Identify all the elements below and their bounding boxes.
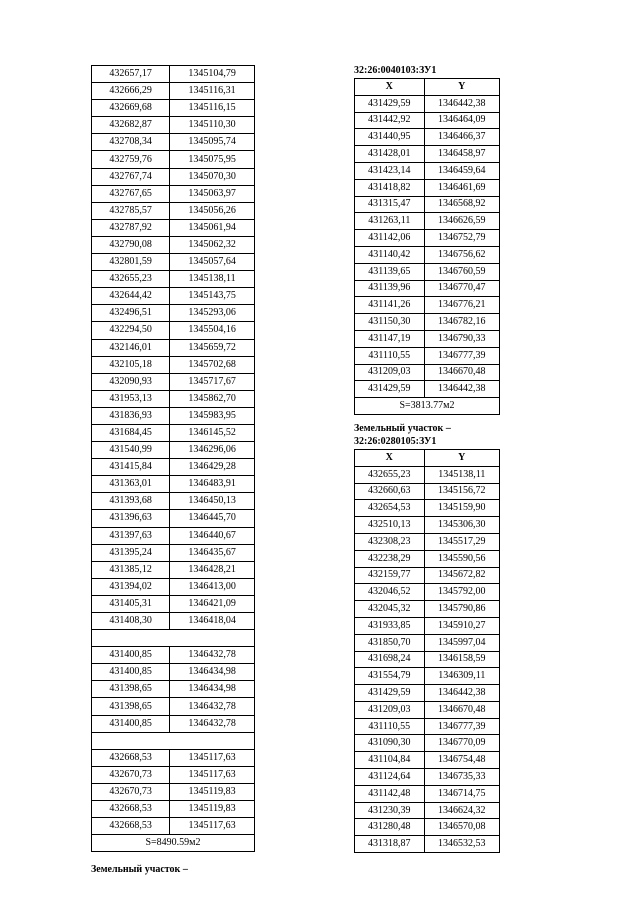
coord-x-cell: 432159,77 — [355, 567, 425, 584]
coord-x-cell: 431415,84 — [92, 459, 170, 476]
coord-y-cell: 1346442,38 — [424, 381, 499, 398]
coord-y-cell: 1345062,32 — [170, 236, 255, 253]
table-row — [355, 314, 500, 331]
coord-x-cell: 432759,76 — [92, 151, 170, 168]
coord-x-cell: 431429,59 — [355, 685, 425, 702]
coord-x-cell: 431139,96 — [355, 280, 425, 297]
table-row — [92, 185, 255, 202]
table-row — [355, 146, 500, 163]
coord-y-cell: 1346435,67 — [170, 544, 255, 561]
coord-y-cell: 1346624,32 — [424, 802, 499, 819]
coord-y-cell: 1346777,39 — [424, 347, 499, 364]
table-row — [355, 500, 500, 517]
coord-x-cell: 432308,23 — [355, 533, 425, 550]
table-row — [92, 613, 255, 630]
coord-y-cell: 1345517,29 — [424, 533, 499, 550]
coord-y-cell: 1345293,06 — [170, 305, 255, 322]
separator-cell — [92, 732, 255, 749]
coord-x-cell: 431140,42 — [355, 246, 425, 263]
table-row — [92, 544, 255, 561]
section2-rows — [355, 466, 500, 852]
left-rows — [92, 66, 255, 852]
coord-x-cell: 431400,85 — [92, 647, 170, 664]
table-row — [92, 202, 255, 219]
coord-y-cell: 1345063,97 — [170, 185, 255, 202]
table-row — [92, 749, 255, 766]
coord-x-cell: 432682,87 — [92, 117, 170, 134]
coord-y-cell: 1346782,16 — [424, 314, 499, 331]
coord-y-cell: 1345143,75 — [170, 288, 255, 305]
coord-x-cell: 431429,59 — [355, 95, 425, 112]
coord-y-cell: 1345056,26 — [170, 202, 255, 219]
coord-x-cell: 432046,52 — [355, 584, 425, 601]
coord-y-cell: 1345672,82 — [424, 567, 499, 584]
coord-x-cell: 432668,53 — [92, 749, 170, 766]
col-x-header: X — [355, 449, 425, 466]
coord-x-cell: 431397,63 — [92, 527, 170, 544]
coord-x-cell: 431405,31 — [92, 595, 170, 612]
table-row — [355, 364, 500, 381]
coord-y-cell: 1345138,11 — [424, 466, 499, 483]
table-row — [92, 407, 255, 424]
coord-x-cell: 431230,39 — [355, 802, 425, 819]
coord-x-cell: 432708,34 — [92, 134, 170, 151]
coord-x-cell: 431396,63 — [92, 510, 170, 527]
coord-y-cell: 1345119,83 — [170, 801, 255, 818]
coord-y-cell: 1346309,11 — [424, 668, 499, 685]
coord-y-cell: 1346459,64 — [424, 162, 499, 179]
table-row — [355, 517, 500, 534]
coord-x-cell: 431408,30 — [92, 613, 170, 630]
table-row — [355, 668, 500, 685]
right-column — [354, 65, 500, 853]
coord-y-cell: 1346458,97 — [424, 146, 499, 163]
coord-y-cell: 1346434,98 — [170, 681, 255, 698]
coord-y-cell: 1345717,67 — [170, 373, 255, 390]
table-row — [355, 685, 500, 702]
table-row — [92, 766, 255, 783]
separator-row — [92, 732, 255, 749]
table-row — [355, 381, 500, 398]
coord-x-cell: 431429,59 — [355, 381, 425, 398]
coord-x-cell: 432510,13 — [355, 517, 425, 534]
coord-y-cell: 1345104,79 — [170, 66, 255, 83]
coord-y-cell: 1346714,75 — [424, 785, 499, 802]
coord-x-cell: 431110,55 — [355, 718, 425, 735]
table-row — [92, 83, 255, 100]
coord-x-cell: 431315,47 — [355, 196, 425, 213]
coord-x-cell: 431209,03 — [355, 701, 425, 718]
coord-y-cell: 1345117,63 — [170, 749, 255, 766]
coord-x-cell: 432666,29 — [92, 83, 170, 100]
coord-y-cell: 1345116,15 — [170, 100, 255, 117]
coord-x-cell: 431442,92 — [355, 112, 425, 129]
table-row — [92, 339, 255, 356]
coord-y-cell: 1346754,48 — [424, 752, 499, 769]
table-row — [92, 424, 255, 441]
coord-x-cell: 431440,95 — [355, 129, 425, 146]
coord-y-cell: 1345790,86 — [424, 601, 499, 618]
coord-x-cell: 432785,57 — [92, 202, 170, 219]
coord-y-cell: 1345138,11 — [170, 271, 255, 288]
coord-y-cell: 1346752,79 — [424, 230, 499, 247]
coord-x-cell: 431393,68 — [92, 493, 170, 510]
coord-y-cell: 1345997,04 — [424, 634, 499, 651]
table-row — [92, 801, 255, 818]
table-row — [92, 681, 255, 698]
coord-y-cell: 1346532,53 — [424, 836, 499, 853]
coord-x-cell: 431395,24 — [92, 544, 170, 561]
table-row — [355, 347, 500, 364]
coord-x-cell: 431090,30 — [355, 735, 425, 752]
coord-y-cell: 1346770,09 — [424, 735, 499, 752]
table-row — [92, 168, 255, 185]
coord-y-cell: 1346432,78 — [170, 647, 255, 664]
table-row — [355, 718, 500, 735]
area-row — [355, 398, 500, 415]
table-row — [355, 129, 500, 146]
coord-x-cell: 431398,65 — [92, 681, 170, 698]
table-row — [355, 162, 500, 179]
coord-x-cell: 432644,42 — [92, 288, 170, 305]
table-row — [92, 578, 255, 595]
coord-x-cell: 431104,84 — [355, 752, 425, 769]
coord-x-cell: 431142,48 — [355, 785, 425, 802]
coord-y-cell: 1345095,74 — [170, 134, 255, 151]
table-row — [355, 550, 500, 567]
table-row — [92, 117, 255, 134]
coord-y-cell: 1345792,00 — [424, 584, 499, 601]
coord-y-cell: 1345504,16 — [170, 322, 255, 339]
table-row — [355, 584, 500, 601]
coord-y-cell: 1346756,62 — [424, 246, 499, 263]
coord-x-cell: 431394,02 — [92, 578, 170, 595]
coord-x-cell: 431280,48 — [355, 819, 425, 836]
coord-y-cell: 1346442,38 — [424, 95, 499, 112]
section1-rows — [355, 95, 500, 414]
coord-y-cell: 1346760,59 — [424, 263, 499, 280]
coord-x-cell: 431385,12 — [92, 561, 170, 578]
coord-x-cell: 431139,65 — [355, 263, 425, 280]
table-row — [92, 288, 255, 305]
coord-y-cell: 1346429,28 — [170, 459, 255, 476]
coord-x-cell: 431150,30 — [355, 314, 425, 331]
table-row — [92, 783, 255, 800]
coordinates-table-section2 — [354, 449, 500, 853]
coord-x-cell: 431400,85 — [92, 664, 170, 681]
section2-heading-line1: Земельный участок – — [354, 422, 451, 434]
coord-x-cell: 431933,85 — [355, 617, 425, 634]
table-row — [92, 271, 255, 288]
col-y-header: Y — [424, 449, 499, 466]
table-row — [92, 647, 255, 664]
coord-y-cell: 1346445,70 — [170, 510, 255, 527]
coord-x-cell: 432146,01 — [92, 339, 170, 356]
table-row — [355, 466, 500, 483]
coord-y-cell: 1346483,91 — [170, 476, 255, 493]
table-row — [355, 246, 500, 263]
table-row — [92, 459, 255, 476]
table-row — [355, 769, 500, 786]
table-row — [355, 752, 500, 769]
table-row — [355, 297, 500, 314]
table-row — [92, 527, 255, 544]
coord-x-cell: 432767,74 — [92, 168, 170, 185]
coord-x-cell: 431124,64 — [355, 769, 425, 786]
table-row — [355, 567, 500, 584]
coord-x-cell: 432670,73 — [92, 766, 170, 783]
coord-y-cell: 1345590,56 — [424, 550, 499, 567]
coord-y-cell: 1346790,33 — [424, 330, 499, 347]
coord-x-cell: 432801,59 — [92, 254, 170, 271]
table-row — [355, 802, 500, 819]
coord-x-cell: 432238,29 — [355, 550, 425, 567]
coord-y-cell: 1346670,48 — [424, 364, 499, 381]
coord-y-cell: 1345862,70 — [170, 390, 255, 407]
coord-x-cell: 431263,11 — [355, 213, 425, 230]
table-row — [355, 617, 500, 634]
coord-x-cell: 432496,51 — [92, 305, 170, 322]
coord-x-cell: 431423,14 — [355, 162, 425, 179]
table-row — [92, 715, 255, 732]
table-row — [92, 305, 255, 322]
section2-heading-line2: 32:26:0280105:ЗУ1 — [354, 435, 437, 447]
table-row — [355, 735, 500, 752]
coord-y-cell: 1346432,78 — [170, 715, 255, 732]
table-row — [355, 634, 500, 651]
table-row — [355, 601, 500, 618]
left-footer-heading: Земельный участок – — [91, 864, 188, 876]
table-row — [355, 836, 500, 853]
coord-y-cell: 1346421,09 — [170, 595, 255, 612]
table-row — [355, 651, 500, 668]
coord-y-cell: 1346418,04 — [170, 613, 255, 630]
coord-y-cell: 1346770,47 — [424, 280, 499, 297]
table-row — [92, 322, 255, 339]
coord-x-cell: 431398,65 — [92, 698, 170, 715]
coord-y-cell: 1346570,08 — [424, 819, 499, 836]
coord-x-cell: 431540,99 — [92, 442, 170, 459]
area-row — [92, 835, 255, 852]
coord-y-cell: 1346440,67 — [170, 527, 255, 544]
coord-x-cell: 432668,53 — [92, 818, 170, 835]
table-row — [355, 263, 500, 280]
coord-x-cell: 432045,32 — [355, 601, 425, 618]
coord-y-cell: 1345910,27 — [424, 617, 499, 634]
coord-y-cell: 1346466,37 — [424, 129, 499, 146]
table-row — [355, 112, 500, 129]
coord-x-cell: 432655,23 — [355, 466, 425, 483]
coord-x-cell: 431318,87 — [355, 836, 425, 853]
coord-y-cell: 1345159,90 — [424, 500, 499, 517]
coord-y-cell: 1345061,94 — [170, 219, 255, 236]
table-row — [92, 476, 255, 493]
coord-y-cell: 1345110,30 — [170, 117, 255, 134]
coord-x-cell: 431554,79 — [355, 668, 425, 685]
coord-x-cell: 431142,06 — [355, 230, 425, 247]
coord-x-cell: 431209,03 — [355, 364, 425, 381]
table-row — [92, 254, 255, 271]
table-row — [355, 230, 500, 247]
table-row — [92, 442, 255, 459]
table-row — [355, 213, 500, 230]
coord-y-cell: 1346777,39 — [424, 718, 499, 735]
coord-y-cell: 1345702,68 — [170, 356, 255, 373]
coord-y-cell: 1345057,64 — [170, 254, 255, 271]
coord-y-cell: 1346670,48 — [424, 701, 499, 718]
area-value: S=8490.59м2 — [92, 835, 255, 852]
table-row — [92, 356, 255, 373]
coord-x-cell: 432660,63 — [355, 483, 425, 500]
coord-y-cell: 1346450,13 — [170, 493, 255, 510]
table-row — [355, 483, 500, 500]
coord-x-cell: 432105,18 — [92, 356, 170, 373]
coordinates-table-left — [91, 65, 255, 852]
coord-x-cell: 432657,17 — [92, 66, 170, 83]
coord-y-cell: 1345119,83 — [170, 783, 255, 800]
coord-y-cell: 1345070,30 — [170, 168, 255, 185]
coord-y-cell: 1346568,92 — [424, 196, 499, 213]
coord-y-cell: 1345116,31 — [170, 83, 255, 100]
table-row — [92, 236, 255, 253]
coord-x-cell: 431684,45 — [92, 424, 170, 441]
coord-x-cell: 432090,93 — [92, 373, 170, 390]
table-row — [355, 533, 500, 550]
coord-x-cell: 432294,50 — [92, 322, 170, 339]
coord-x-cell: 432670,73 — [92, 783, 170, 800]
table-row — [92, 664, 255, 681]
coord-x-cell: 432790,08 — [92, 236, 170, 253]
coord-y-cell: 1346158,59 — [424, 651, 499, 668]
coord-x-cell: 431953,13 — [92, 390, 170, 407]
coord-y-cell: 1345306,30 — [424, 517, 499, 534]
table-row — [92, 493, 255, 510]
coord-y-cell: 1346413,00 — [170, 578, 255, 595]
coord-y-cell: 1346461,69 — [424, 179, 499, 196]
coord-x-cell: 432669,68 — [92, 100, 170, 117]
coord-y-cell: 1346776,21 — [424, 297, 499, 314]
coord-y-cell: 1346464,09 — [424, 112, 499, 129]
coord-y-cell: 1346432,78 — [170, 698, 255, 715]
section2 — [354, 423, 500, 853]
table-row — [355, 95, 500, 112]
coord-x-cell: 431836,93 — [92, 407, 170, 424]
table-row — [92, 66, 255, 83]
coordinates-table-section1 — [354, 78, 500, 415]
separator-row — [92, 630, 255, 647]
table-row — [92, 100, 255, 117]
coord-y-cell: 1346434,98 — [170, 664, 255, 681]
coord-x-cell: 431141,26 — [355, 297, 425, 314]
coord-y-cell: 1345983,95 — [170, 407, 255, 424]
coord-x-cell: 432787,92 — [92, 219, 170, 236]
separator-cell — [92, 630, 255, 647]
coord-x-cell: 431147,19 — [355, 330, 425, 347]
coord-x-cell: 432767,65 — [92, 185, 170, 202]
coord-y-cell: 1346626,59 — [424, 213, 499, 230]
coord-x-cell: 431400,85 — [92, 715, 170, 732]
table-row — [92, 151, 255, 168]
table-row — [355, 280, 500, 297]
coord-y-cell: 1345117,63 — [170, 818, 255, 835]
section1-heading: 32:26:0040103:ЗУ1 — [354, 65, 437, 76]
coord-x-cell: 431110,55 — [355, 347, 425, 364]
table-row — [92, 134, 255, 151]
coord-x-cell: 431698,24 — [355, 651, 425, 668]
table-header-row — [355, 79, 500, 96]
table-row — [92, 595, 255, 612]
coord-x-cell: 431428,01 — [355, 146, 425, 163]
table-row — [92, 561, 255, 578]
coord-y-cell: 1345075,95 — [170, 151, 255, 168]
coord-y-cell: 1346145,52 — [170, 424, 255, 441]
table-header-row — [355, 449, 500, 466]
coord-x-cell: 431850,70 — [355, 634, 425, 651]
table-row — [355, 330, 500, 347]
coord-x-cell: 432655,23 — [92, 271, 170, 288]
coord-y-cell: 1345156,72 — [424, 483, 499, 500]
table-row — [92, 698, 255, 715]
table-row — [355, 196, 500, 213]
coord-y-cell: 1346296,06 — [170, 442, 255, 459]
coord-y-cell: 1346735,33 — [424, 769, 499, 786]
table-row — [92, 219, 255, 236]
table-row — [92, 510, 255, 527]
col-x-header: X — [355, 79, 425, 96]
table-row — [355, 179, 500, 196]
area-value: S=3813.77м2 — [355, 398, 500, 415]
table-row — [92, 373, 255, 390]
table-row — [355, 819, 500, 836]
table-row — [92, 818, 255, 835]
table-row — [355, 701, 500, 718]
coord-x-cell: 431363,01 — [92, 476, 170, 493]
coord-y-cell: 1346428,21 — [170, 561, 255, 578]
coord-y-cell: 1346442,38 — [424, 685, 499, 702]
coord-x-cell: 432654,53 — [355, 500, 425, 517]
table-row — [92, 390, 255, 407]
coord-x-cell: 431418,82 — [355, 179, 425, 196]
col-y-header: Y — [424, 79, 499, 96]
coord-x-cell: 432668,53 — [92, 801, 170, 818]
coord-y-cell: 1345117,63 — [170, 766, 255, 783]
table-row — [355, 785, 500, 802]
left-column — [91, 65, 255, 875]
coord-y-cell: 1345659,72 — [170, 339, 255, 356]
